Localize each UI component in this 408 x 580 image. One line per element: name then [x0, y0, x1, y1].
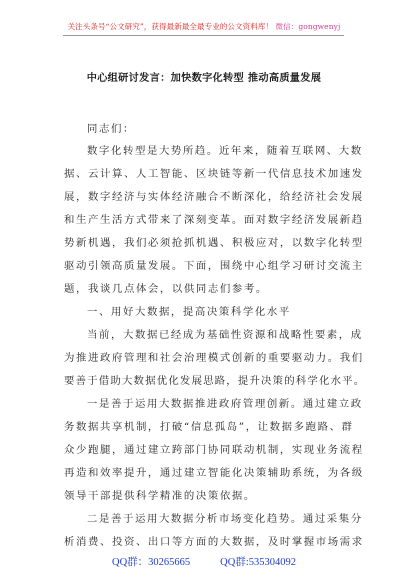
paragraph-line: 一是善于运用大数据推进政府管理创新。通过建立政 [87, 398, 363, 410]
paragraph-line: 领导干部提供科学精准的决策依据。 [64, 490, 256, 502]
paragraph-line: 务数据共享机制，打破“信息孤岛”，让数据多跑路、群 [64, 421, 354, 433]
paragraph-line: 析消费、投资、出口等方面的大数据，及时掌握市场需求 [64, 536, 364, 548]
section-heading: 一、用好大数据，提高决策科学化水平 [87, 306, 291, 318]
paragraph-line: 和生产生活方式带来了深刻变革。面对数字经济发展新趋 [64, 214, 364, 226]
paragraph-line: 为推进政府管理和社会治理模式创新的重要驱动力。我们 [64, 352, 364, 364]
paragraph-line: 再造和效率提升，通过建立智能化决策辅助系统，为各级 [64, 467, 364, 479]
qq-group-2: QQ群:535304092 [220, 557, 296, 568]
paragraph-line: 展，数字经济与实体经济融合不断深化，给经济社会发展 [64, 191, 364, 203]
paragraph-line: 数字化转型是大势所趋。近年来，随着互联网、大数 [87, 145, 363, 157]
paragraph-line: 驱动引领高质量发展。下面，围绕中心组学习研讨交流主 [64, 260, 364, 272]
header-divider [63, 35, 344, 36]
paragraph-line: 当前，大数据已经成为基础性资源和战略性要素，成 [87, 329, 363, 341]
promo-banner-text: 关注头条号“公文研究”，获得最新最全最专业的公文资料库！ [67, 22, 274, 31]
paragraph-line: 据、云计算、人工智能、区块链等新一代信息技术加速发 [64, 168, 364, 180]
footer-contact [0, 556, 408, 570]
wechat-id-text: 微信：gongwenyj [275, 22, 341, 31]
qq-group-1: QQ群：30265665 [111, 557, 191, 568]
salutation-line: 同志们： [87, 123, 135, 135]
paragraph-line: 众少跑腿，通过建立跨部门协同联动机制，实现业务流程 [64, 444, 364, 456]
document-title: 中心组研讨发言：加快数字化转型 推动高质量发展 [86, 72, 322, 84]
paragraph-line: 二是善于运用大数据分析市场变化趋势。通过采集分 [87, 513, 363, 525]
paragraph-line: 势新机遇，我们必须抢抓机遇、积极应对，以数字化转型 [64, 237, 364, 249]
promo-banner [0, 22, 408, 32]
paragraph-line: 要善于借助大数据优化发展思路，提升决策的科学化水平。 [64, 375, 366, 387]
paragraph-line: 题，我谈几点体会，以供同志们参考。 [64, 283, 268, 295]
